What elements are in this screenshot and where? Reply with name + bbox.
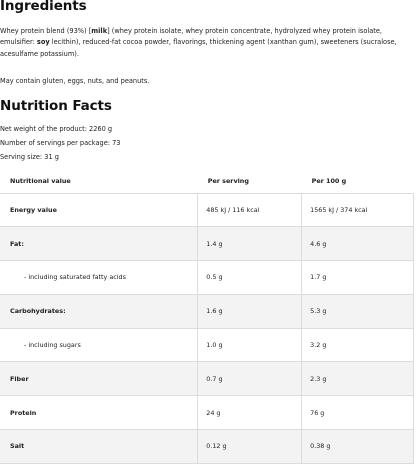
per-serving-value: 1.0 g — [198, 328, 302, 362]
table-row — [0, 396, 414, 430]
nutrient-label: Fat: — [0, 227, 198, 261]
column-header-per-serving: Per serving — [207, 177, 249, 186]
per-100g-value: 5.3 g — [302, 294, 414, 328]
column-header-nutritional-value: Nutritional value — [10, 177, 71, 186]
ingredients-text: Whey protein blend (93%) [milk] (whey protein isolate, whey protein concentrate, hydrolyzed whey protein isolate, emulsifier: soy lecithin), reduced-fat cocoa powder, flavorings, thickening agent (xanthan gum), sweeteners (sucralose, acesulfame potassium). — [0, 27, 397, 58]
per-100g-value: 76 g — [302, 396, 414, 430]
nutrient-label: - including sugars — [0, 328, 198, 362]
per-serving-value: 0.7 g — [198, 362, 302, 396]
nutrient-label: Salt — [0, 430, 198, 464]
table-row — [0, 294, 414, 328]
nutrient-label: Energy value — [0, 193, 198, 227]
net-weight: Net weight of the product: 2260 g — [0, 125, 113, 133]
allergen-note: May contain gluten, eggs, nuts, and peanuts. — [0, 77, 150, 85]
per-100g-value: 4.6 g — [302, 227, 414, 261]
per-100g-value: 1.7 g — [302, 261, 414, 295]
table-row — [0, 362, 414, 396]
nutrition-heading: Nutrition Facts — [0, 98, 112, 114]
per-serving-value: 0.5 g — [198, 261, 302, 295]
nutrient-label: Protein — [0, 396, 198, 430]
per-serving-value: 1.6 g — [198, 294, 302, 328]
table-row — [0, 430, 414, 464]
ingredients-heading: Ingredients — [0, 0, 87, 14]
table-row — [0, 193, 414, 227]
nutrient-label: Fiber — [0, 362, 198, 396]
nutrient-label: - including saturated fatty acids — [0, 261, 198, 295]
table-row — [0, 328, 414, 362]
column-header-per-100g: Per 100 g — [311, 177, 347, 186]
per-serving-value: 485 kJ / 116 kcal — [198, 193, 302, 227]
per-100g-value: 3.2 g — [302, 328, 414, 362]
serving-size: Serving size: 31 g — [0, 153, 59, 161]
per-100g-value: 2.3 g — [302, 362, 414, 396]
per-serving-value: 1.4 g — [198, 227, 302, 261]
nutrient-label: Carbohydrates: — [0, 294, 198, 328]
nutrition-table — [0, 170, 414, 464]
per-100g-value: 0.38 g — [302, 430, 414, 464]
per-100g-value: 1565 kJ / 374 kcal — [302, 193, 414, 227]
table-row — [0, 261, 414, 295]
servings-per-package: Number of servings per package: 73 — [0, 139, 121, 147]
table-row — [0, 227, 414, 261]
per-serving-value: 0.12 g — [198, 430, 302, 464]
per-serving-value: 24 g — [198, 396, 302, 430]
nutrition-table-header — [0, 170, 414, 193]
